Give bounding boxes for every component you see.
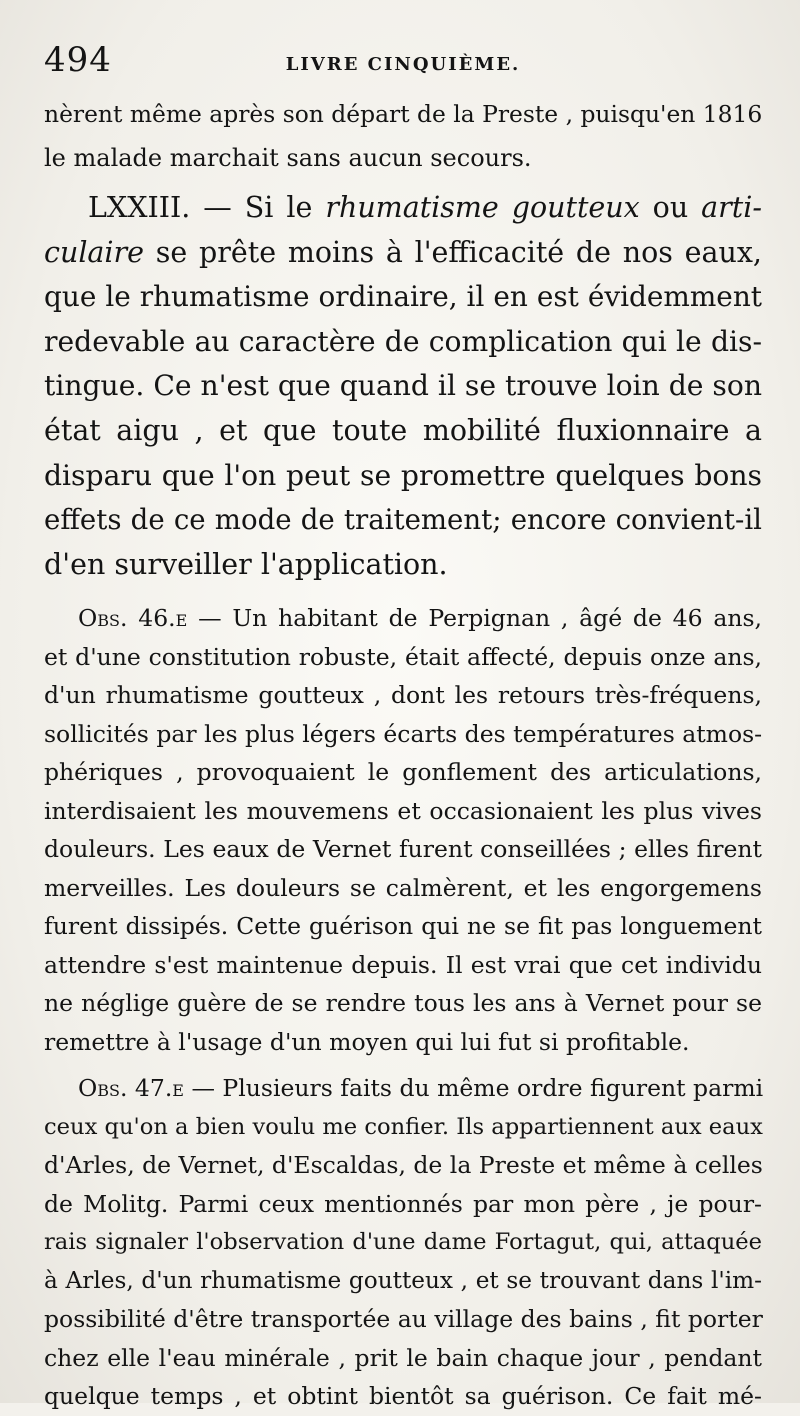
text-line: d'en surveiller l'application. xyxy=(44,547,448,581)
text-line xyxy=(44,186,762,231)
observation-label: Obs. 46.e xyxy=(78,604,188,633)
text-line: d'Arles, de Vernet, d'Escaldas, de la Preste et même à celles xyxy=(44,1151,763,1180)
continuation-paragraph xyxy=(44,92,762,180)
section-lxxiii xyxy=(44,186,762,587)
text-line: merveilles. Les douleurs se calmèrent, et les engorgemens xyxy=(44,873,762,902)
text-line: nèrent même après son départ de la Preste , puisqu'en 1816 xyxy=(44,100,763,128)
text-line: ne néglige guère de se rendre tous les ans à Vernet pour se xyxy=(44,989,762,1018)
text-line xyxy=(44,599,762,638)
text-line: chez elle l'eau minérale , prit le bain chaque jour , pendant xyxy=(44,1343,762,1372)
text-line: effets de ce mode de traitement; encore convient-il xyxy=(44,503,762,537)
text-line: redevable au caractère de complication qui le dis- xyxy=(44,324,762,358)
italic-term: rhumatisme goutteux xyxy=(325,191,640,224)
italic-term: culaire xyxy=(44,235,145,269)
text-line: sollicités par les plus légers écarts des températures atmos- xyxy=(44,719,763,748)
text-line: douleurs. Les eaux de Vernet furent conseillées ; elles firent xyxy=(44,835,762,864)
text-span: Si le xyxy=(244,191,326,224)
text-line: rais signaler l'observation d'une dame Fortagut, qui, attaquée xyxy=(44,1229,762,1256)
text-line: à Arles, d'un rhumatisme goutteux , et se trouvant dans l'im- xyxy=(44,1266,762,1294)
text-span: — Plusieurs faits du même ordre figurent parmi xyxy=(183,1074,764,1103)
text-line: remettre à l'usage d'un moyen qui lui fut si profitable. xyxy=(44,1027,690,1056)
italic-term: arti- xyxy=(701,191,762,224)
text-line: tingue. Ce n'est que quand il se trouve loin de son xyxy=(44,369,762,403)
text-line: attendre s'est maintenue depuis. Il est vrai que cet individu xyxy=(44,950,762,979)
text-line: d'un rhumatisme goutteux , dont les retours très-fréquens, xyxy=(44,681,762,710)
text-line: de Molitg. Parmi ceux mentionnés par mon père , je pour- xyxy=(44,1189,762,1218)
text-line: le malade marchait sans aucun secours. xyxy=(44,144,532,172)
text-line xyxy=(44,1069,762,1108)
text-span: — Un habitant de Perpignan , âgé de 46 ans, xyxy=(187,604,762,633)
text-line: possibilité d'être transportée au village des bains , fit porter xyxy=(44,1305,763,1334)
observation-46 xyxy=(44,599,762,1061)
text-line: phériques , provoquaient le gonflement des articulations, xyxy=(44,758,762,787)
text-line: quelque temps , et obtint bientôt sa guérison. Ce fait mé- xyxy=(44,1382,762,1411)
running-head xyxy=(44,40,762,92)
text-span: ou xyxy=(639,191,702,224)
observation-label: Obs. 47.e xyxy=(78,1074,184,1103)
text-line: disparu que l'on peut se promettre quelques bons xyxy=(44,458,762,492)
text-span: se prête moins à l'efficacité de nos eaux, xyxy=(144,235,762,269)
text-line: furent dissipés. Cette guérison qui ne se fit pas longuement xyxy=(44,912,762,941)
section-number: LXXIII. — xyxy=(88,191,232,224)
running-title: LIVRE CINQUIÈME. xyxy=(285,54,521,75)
text-line: interdisaient les mouvemens et occasionaient les plus vives xyxy=(44,796,762,825)
text-line: ceux qu'on a bien voulu me confier. Ils appartiennent aux eaux xyxy=(44,1113,763,1140)
page-number: 494 xyxy=(44,40,112,80)
text-line: que le rhumatisme ordinaire, il en est évidemment xyxy=(44,280,762,314)
text-line: état aigu , et que toute mobilité fluxionnaire a xyxy=(44,413,762,447)
text-line xyxy=(44,231,762,276)
text-line: et d'une constitution robuste, était affecté, depuis onze ans, xyxy=(44,642,762,671)
observation-47 xyxy=(44,1069,762,1416)
